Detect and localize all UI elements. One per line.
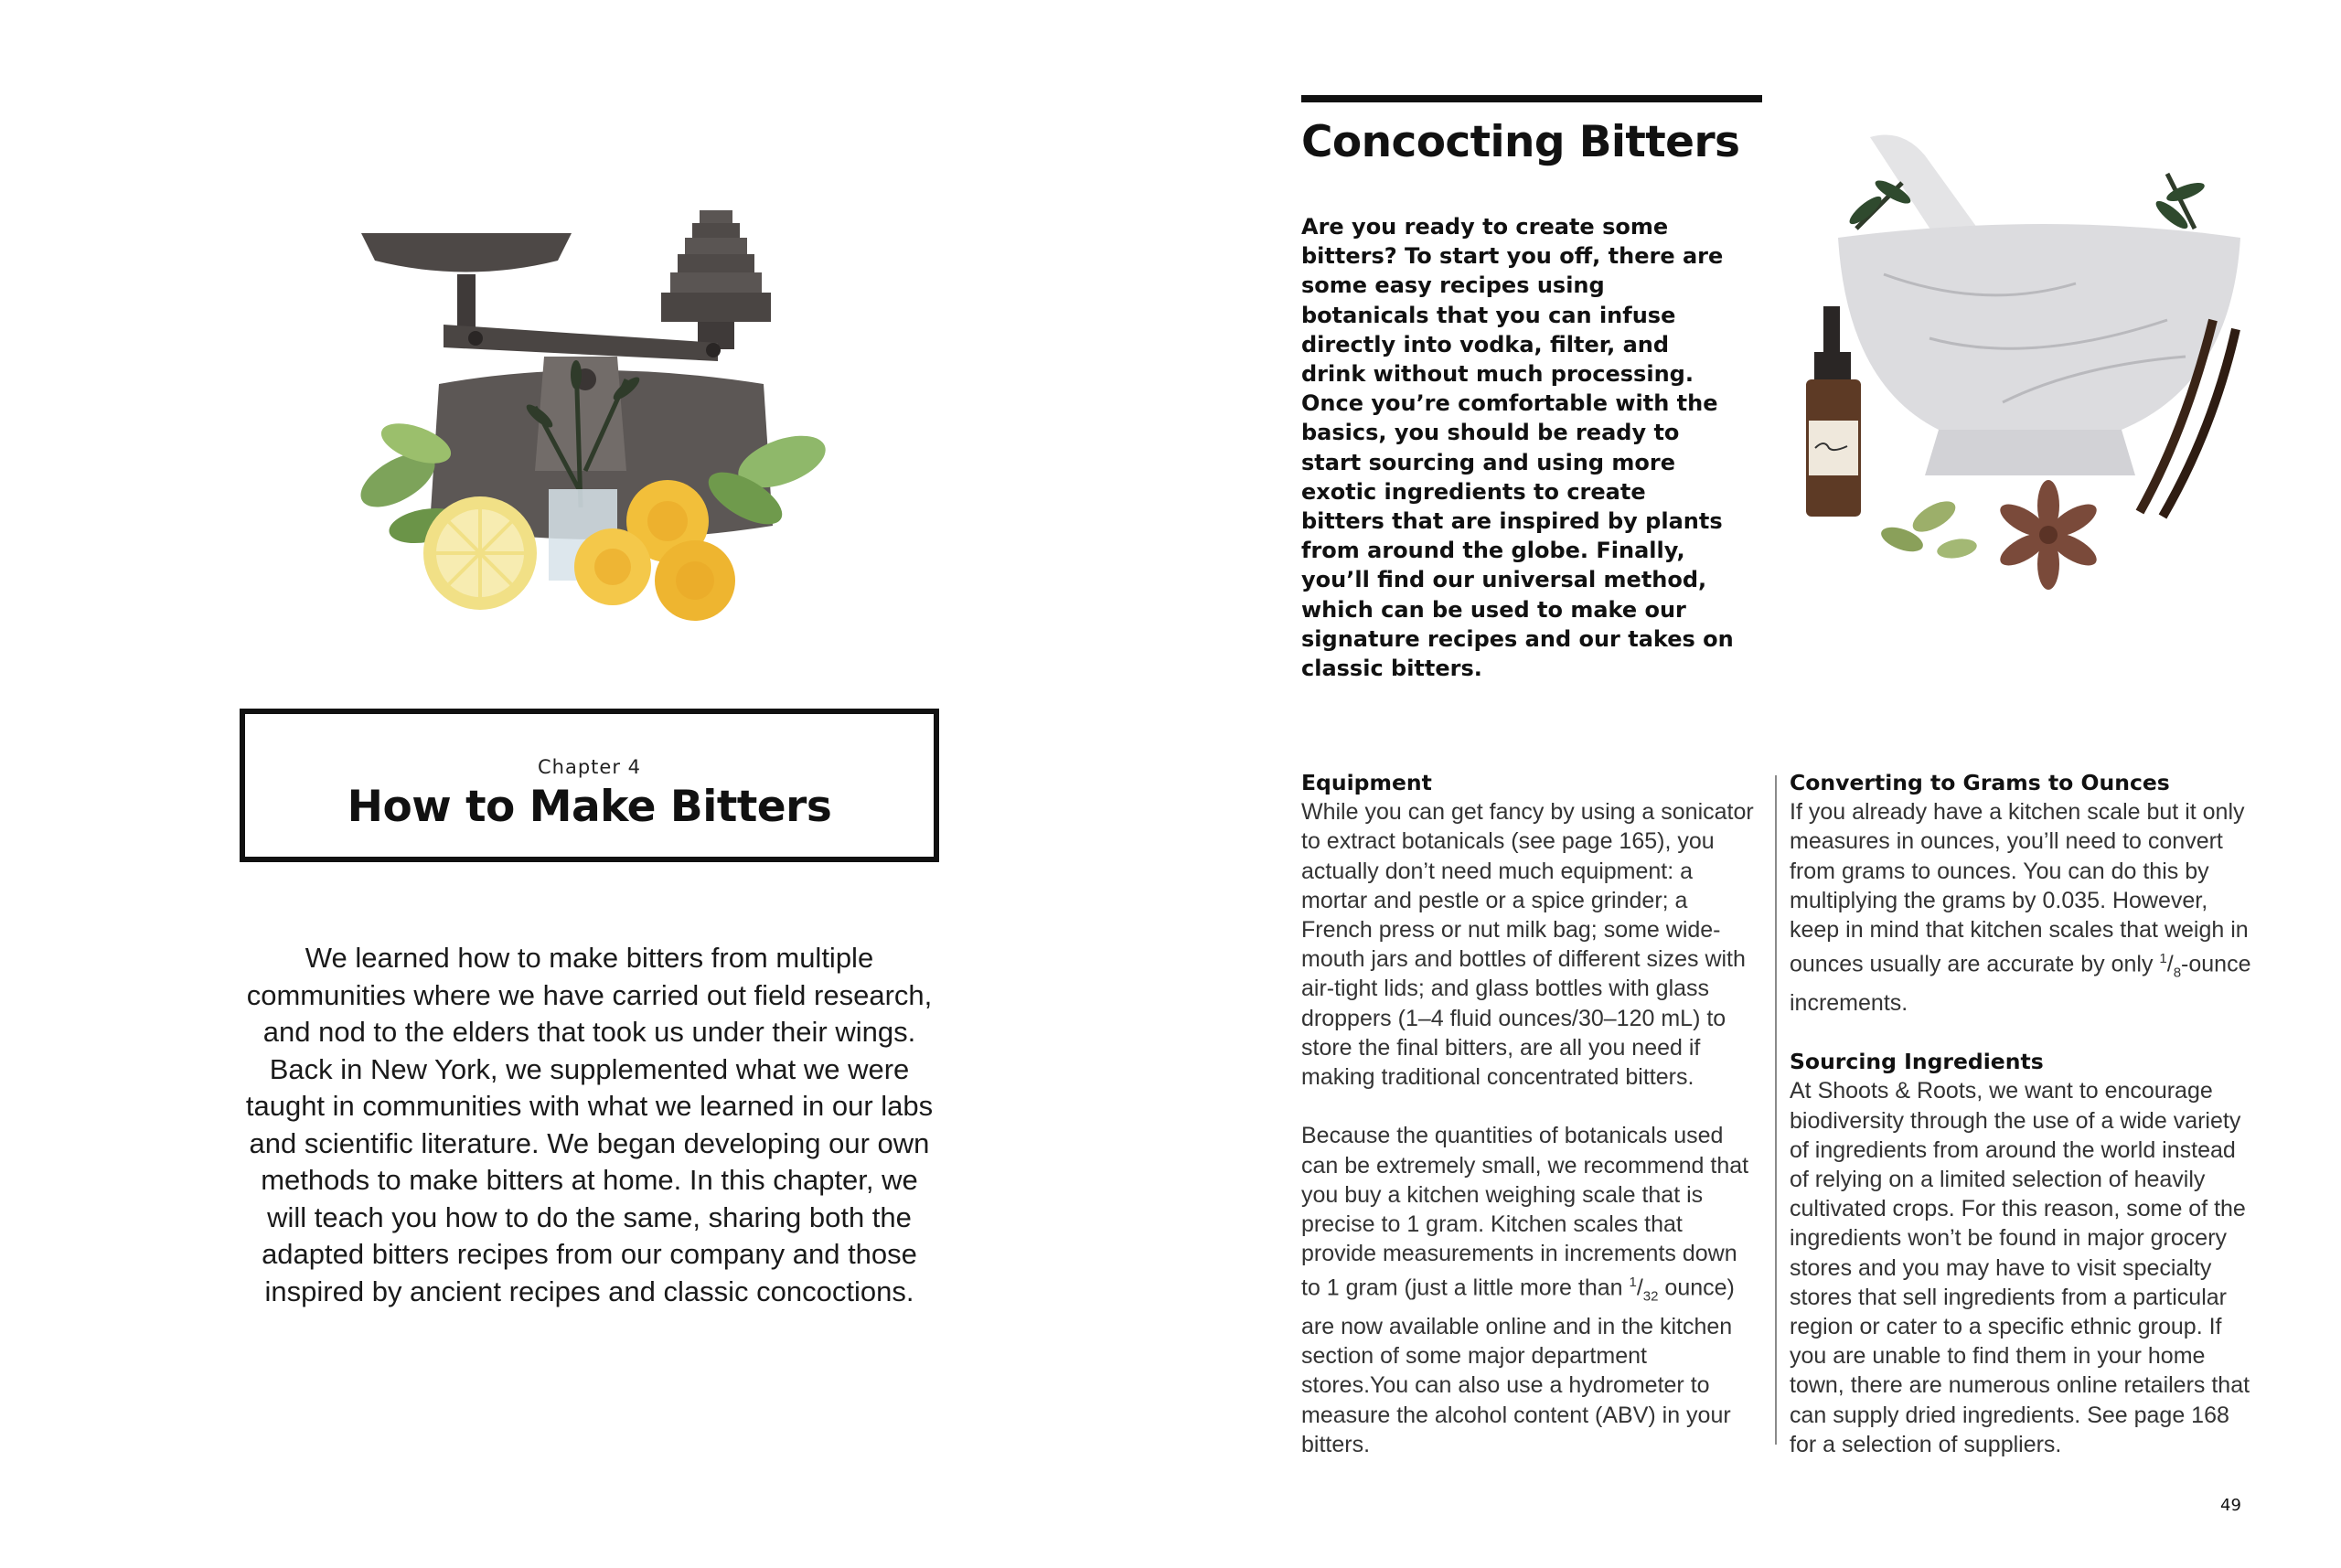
equipment-paragraph-2: Because the quantities of botanicals used can be extremely small, we recommend that you buy a kitchen weighing scale that is precise to 1 gram. Kitchen scales that provide measurements in increments down to 1 gram (just a little more than $^1/_{32}$ ounce) are now available online and in the kitchen section of some major department stores.You can also use a hydrometer to measure the alcohol content (ABV) in your bitters. — [1301, 1123, 1749, 1457]
equipment-paragraph-2-text-a: Because the quantities of botanicals used can be extremely small, we recommend that you buy a kitchen weighing scale that is precise to 1 gram. Kitchen scales that provide measurements in increments down to 1 gram (just a little more than — [1301, 1123, 1749, 1301]
chapter-intro-text: We learned how to make bitters from multiple communities where we have carried out field research, and nod to the elders that took us under their wings. Back in New York, we supplemented what we were taught in communities with what we learned in our labs and scientific literature. We began developing our own methods to make bitters at home. In this chapter, we will teach you how to do the same, sharing both the adapted bitters recipes from our company and those inspired by ancient recipes and classic concoctions. — [245, 942, 934, 1307]
chapter-title-box — [240, 709, 939, 862]
equipment-paragraph-1: While you can get fancy by using a sonicator to extract botanicals (see page 165), you actually don’t need much equipment: a mortar and pestle or a spice grinder; a French press or nut milk bag; some wide-mouth jars and bottles of different sizes with air-tight lids; and glass bottles with glass droppers (1–4 fluid ounces/30–120 mL) to store the final bitters, are all you need if making traditional concentrated bitters. — [1301, 799, 1754, 1091]
converting-heading: Converting to Grams to Ounces — [1790, 770, 2170, 795]
fraction-denominator: 32 — [1642, 1288, 1659, 1305]
column-divider — [1775, 775, 1777, 1445]
equipment-column — [1301, 768, 1758, 1459]
section-top-rule — [1301, 95, 1762, 102]
section-lead-paragraph: Are you ready to create some bitters? To start you off, there are some easy recipes using botanicals that you can infuse directly into vodka, filter, and drink without much processing. Once you’re comfortable with the basics, you should be ready to start sourcing and using more exotic ingredients to create bitters that are inspired by plants from around the globe. Finally, you’ll find our universal method, which can be used to make our signature recipes and our takes on classic bitters. — [1301, 214, 1734, 682]
fraction-denominator: 8 — [2173, 965, 2182, 981]
equipment-heading: Equipment — [1301, 770, 1432, 795]
converting-text-a: If you already have a kitchen scale but it only measures in ounces, you’ll need to convert from grams to ounces. You can do this by multiplying the grams by 0.035. However, keep in mind that kitchen scales that weigh in ounces usually are accurate by only — [1790, 799, 2249, 977]
page-number: 49 — [2220, 1496, 2241, 1515]
equipment-paragraph-2-text-b: ounce) are now available online and in the kitchen section of some major department stores.You can also use a hydrometer to measure the alcohol content (ABV) in your bitters. — [1301, 1275, 1735, 1457]
sourcing-paragraph: At Shoots & Roots, we want to encourage biodiversity through the use of a wide variety of ingredients from around the world instead of relying on a limited selection of heavily cultivated crops. For this reason, some of the ingredients won’t be found in major grocery stores and you may have to visit specialty stores that sell ingredients from a particular region or cater to a specific ethnic group. If you are unable to find them in your home town, there are numerous online retailers that can supply dried ingredients. See page 168 for a selection of suppliers. — [1790, 1078, 2250, 1457]
kitchen-scale-illustration — [352, 197, 846, 626]
converting-text-b: -ounce increments. — [1790, 951, 2251, 1016]
converting-sourcing-column — [1790, 768, 2256, 1459]
section-title: Concocting Bitters — [1301, 117, 1740, 167]
fraction-numerator: 1 — [2159, 951, 2167, 967]
chapter-title: How to Make Bitters — [347, 782, 832, 832]
mortar-and-pestle-illustration — [1801, 128, 2277, 617]
converting-paragraph: If you already have a kitchen scale but it only measures in ounces, you’ll need to convert from grams to ounces. You can do this by multiplying the grams by 0.035. However, keep in mind that kitchen scales that weigh in ounces usually are accurate by only $^1/_8$-ounce increments. — [1790, 799, 2251, 1016]
fraction-numerator: 1 — [1629, 1275, 1637, 1291]
sourcing-heading: Sourcing Ingredients — [1790, 1049, 2044, 1075]
chapter-label: Chapter 4 — [538, 756, 641, 778]
